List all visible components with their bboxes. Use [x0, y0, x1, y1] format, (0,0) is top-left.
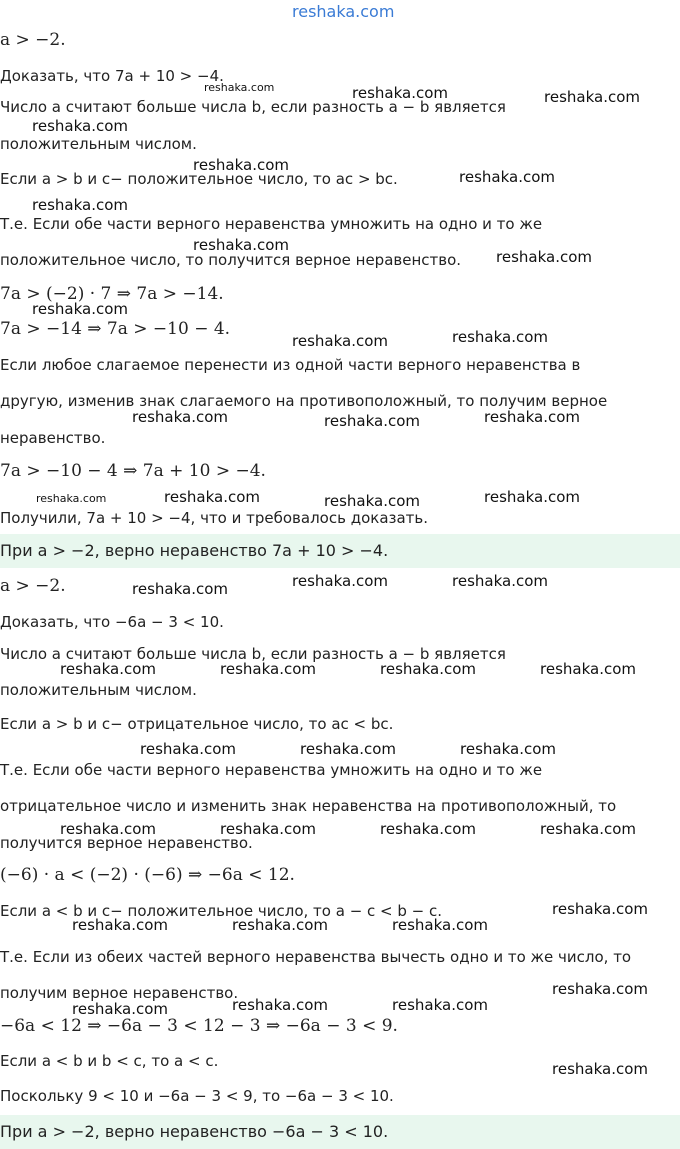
prove-statement: Доказать, что 7a + 10 > −4. — [0, 67, 224, 85]
watermark: reshaka.com — [292, 332, 388, 350]
watermark: reshaka.com — [220, 820, 316, 838]
rule-text: Число a считают больше числа b, если разность a − b является — [0, 645, 506, 663]
watermark: reshaka.com — [452, 572, 548, 590]
watermark: reshaka.com — [32, 300, 128, 318]
prove-statement: Доказать, что −6a − 3 < 10. — [0, 613, 224, 631]
watermark: reshaka.com — [352, 84, 448, 102]
watermark: reshaka.com — [232, 996, 328, 1014]
given-condition: a > −2. — [0, 576, 66, 596]
watermark: reshaka.com — [36, 492, 107, 505]
watermark: reshaka.com — [72, 916, 168, 934]
watermark: reshaka.com — [60, 660, 156, 678]
answer-box — [0, 1115, 680, 1149]
answer-text: При a > −2, верно неравенство −6a − 3 < 10. — [0, 1122, 389, 1141]
math-step: 7a > −14 ⇒ 7a > −10 − 4. — [0, 319, 231, 339]
watermark: reshaka.com — [324, 412, 420, 430]
watermark: reshaka.com — [540, 820, 636, 838]
math-step: 7a > −10 − 4 ⇒ 7a + 10 > −4. — [0, 461, 266, 481]
watermark: reshaka.com — [324, 492, 420, 510]
watermark: reshaka.com — [452, 328, 548, 346]
rule-explanation: положительное число, то получится верное неравенство. — [0, 251, 462, 269]
watermark: reshaka.com — [32, 117, 128, 135]
math-step: (−6) · a < (−2) · (−6) ⇒ −6a < 12. — [0, 865, 295, 885]
watermark: reshaka.com — [132, 580, 228, 598]
rule-text: Если любое слагаемое перенести из одной части верного неравенства в — [0, 356, 581, 374]
watermark: reshaka.com — [72, 1000, 168, 1018]
answer-text: При a > −2, верно неравенство 7a + 10 > −4. — [0, 541, 389, 560]
answer-box — [0, 534, 680, 568]
rule-text: другую, изменив знак слагаемого на противоположный, то получим верное — [0, 392, 608, 410]
watermark: reshaka.com — [140, 740, 236, 758]
watermark: reshaka.com — [300, 740, 396, 758]
watermark: reshaka.com — [484, 408, 580, 426]
watermark: reshaka.com — [232, 916, 328, 934]
rule-text: положительным числом. — [0, 681, 197, 699]
site-watermark[interactable]: reshaka.com — [292, 2, 395, 21]
watermark: reshaka.com — [484, 488, 580, 506]
watermark: reshaka.com — [193, 156, 289, 174]
watermark: reshaka.com — [552, 900, 648, 918]
rule-text: неравенство. — [0, 429, 106, 447]
rule-explanation: Т.е. Если из обеих частей верного неравенства вычесть одно и то же число, то — [0, 948, 632, 966]
watermark: reshaka.com — [392, 916, 488, 934]
watermark: reshaka.com — [540, 660, 636, 678]
watermark: reshaka.com — [552, 980, 648, 998]
watermark: reshaka.com — [60, 820, 156, 838]
watermark: reshaka.com — [292, 572, 388, 590]
math-step: −6a < 12 ⇒ −6a − 3 < 12 − 3 ⇒ −6a − 3 < 9. — [0, 1016, 398, 1036]
watermark: reshaka.com — [204, 81, 275, 94]
rule-text: Если a < b и c− положительное число, то a − c < b − c. — [0, 902, 443, 920]
watermark: reshaka.com — [552, 1060, 648, 1078]
rule-explanation: получится верное неравенство. — [0, 834, 253, 852]
rule-text: Если a > b и c− отрицательное число, то ac < bc. — [0, 715, 394, 733]
watermark: reshaka.com — [164, 488, 260, 506]
rule-explanation: получим верное неравенство. — [0, 984, 239, 1002]
watermark: reshaka.com — [132, 408, 228, 426]
given-condition: a > −2. — [0, 30, 66, 50]
watermark: reshaka.com — [380, 820, 476, 838]
watermark: reshaka.com — [496, 248, 592, 266]
watermark: reshaka.com — [220, 660, 316, 678]
rule-explanation: Т.е. Если обе части верного неравенства умножить на одно и то же — [0, 761, 543, 779]
watermark: reshaka.com — [380, 660, 476, 678]
rule-text: Число a считают больше числа b, если разность a − b является — [0, 98, 506, 116]
math-step: 7a > (−2) · 7 ⇒ 7a > −14. — [0, 284, 224, 304]
watermark: reshaka.com — [460, 740, 556, 758]
rule-text: Если a > b и c− положительное число, то ac > bc. — [0, 170, 398, 188]
conclusion: Получили, 7a + 10 > −4, что и требовалось доказать. — [0, 509, 429, 527]
watermark: reshaka.com — [32, 196, 128, 214]
rule-text: Если a < b и b < c, то a < c. — [0, 1052, 219, 1070]
conclusion: Поскольку 9 < 10 и −6a − 3 < 9, то −6a − 3 < 10. — [0, 1087, 394, 1105]
rule-text: положительным числом. — [0, 135, 197, 153]
watermark: reshaka.com — [544, 88, 640, 106]
watermark: reshaka.com — [392, 996, 488, 1014]
rule-explanation: Т.е. Если обе части верного неравенства умножить на одно и то же — [0, 215, 543, 233]
watermark: reshaka.com — [459, 168, 555, 186]
rule-explanation: отрицательное число и изменить знак неравенства на противоположный, то — [0, 797, 617, 815]
watermark: reshaka.com — [193, 236, 289, 254]
